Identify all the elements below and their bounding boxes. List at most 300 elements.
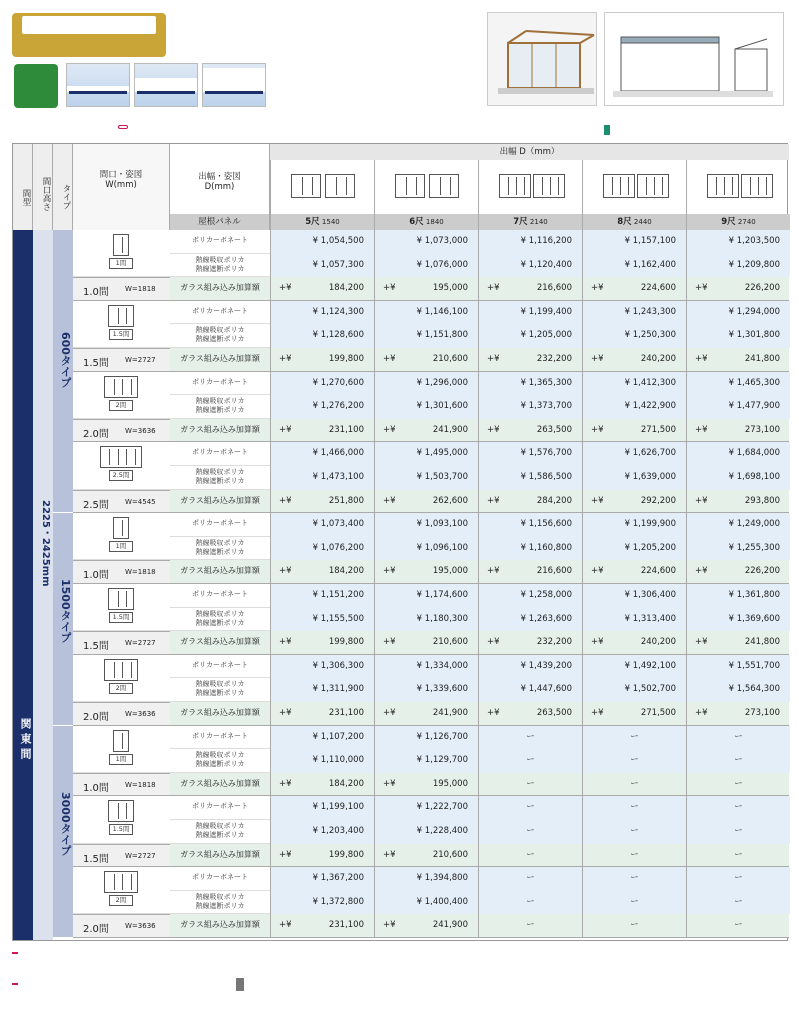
price-cell: 262,600 +¥	[374, 490, 478, 514]
sketch-size-label: 1間	[109, 541, 133, 552]
facade-sketch-icon	[113, 730, 129, 752]
price-cell: ¥ 1,054,500	[270, 230, 374, 254]
facade-sketch-icon	[100, 446, 142, 468]
price-cell: ー	[686, 914, 790, 938]
price-cell: 184,200 +¥	[270, 277, 374, 301]
frame-line	[542, 177, 543, 195]
row-label-glass: ガラス組み込み加算額	[180, 424, 260, 434]
depth-shaku: 9尺	[721, 217, 736, 227]
title-badge	[12, 13, 166, 57]
elevation-diagram-icon	[605, 13, 785, 107]
price-cell: ¥ 1,126,700	[374, 726, 478, 750]
height-label: 2225・2425mm	[33, 230, 53, 940]
price-cell: ¥ 1,096,100	[374, 537, 478, 561]
price-cell: ¥ 1,203,500	[686, 230, 790, 254]
price-cell: ¥ 1,276,200	[270, 395, 374, 419]
glass-prefix: +¥	[383, 637, 396, 648]
price-cell: ¥ 1,334,000	[374, 655, 478, 679]
price-cell: 216,600 +¥	[478, 277, 582, 301]
price-cell: 199,800 +¥	[270, 348, 374, 372]
depth-col-header	[686, 214, 790, 230]
size-label: 1.5間	[83, 358, 109, 369]
frame-line	[550, 177, 551, 195]
price-cell: ¥ 1,255,300	[686, 537, 790, 561]
facade-sketch-icon	[108, 588, 134, 610]
depth-mm: 2440	[631, 218, 652, 226]
price-cell: ¥ 1,129,700	[374, 749, 478, 773]
glass-prefix: +¥	[591, 566, 604, 577]
glass-prefix: +¥	[695, 637, 708, 648]
price-cell: ¥ 1,151,800	[374, 324, 478, 348]
row-label-poly: ポリカーボネート	[192, 590, 248, 598]
frame-line	[122, 520, 123, 536]
price-cell: 216,600 +¥	[478, 560, 582, 584]
row-label-glass: ガラス組み込み加算額	[180, 283, 260, 293]
price-cell: ¥ 1,466,000	[270, 442, 374, 466]
frame-line	[336, 177, 337, 195]
row-label-heat: 熱線吸収ポリカ 熱線遮断ポリカ	[195, 255, 245, 273]
price-cell: ¥ 1,146,100	[374, 301, 478, 325]
width-mm-label: W=2727	[125, 639, 156, 648]
frame-line	[118, 803, 119, 819]
depth-sketch	[686, 160, 790, 214]
price-cell: ¥ 1,301,600	[374, 395, 478, 419]
price-cell: 240,200 +¥	[582, 348, 686, 372]
price-cell: ¥ 1,684,000	[686, 442, 790, 466]
row-label-heat: 熱線吸収ポリカ 熱線遮断ポリカ	[195, 609, 245, 627]
glass-prefix: +¥	[591, 424, 604, 435]
price-cell: ¥ 1,180,300	[374, 608, 478, 632]
depth-mm: 2140	[527, 218, 548, 226]
price-cell: ¥ 1,258,000	[478, 584, 582, 608]
depth-col-header	[374, 214, 478, 230]
frame-line	[126, 803, 127, 819]
depth-mm: 2740	[735, 218, 756, 226]
price-cell: ー	[582, 749, 686, 773]
header-panel: 屋根パネル	[170, 214, 270, 230]
price-cell: ¥ 1,174,600	[374, 584, 478, 608]
depth-shaku: 8尺	[617, 217, 632, 227]
type-label: 3000タイプ	[53, 726, 73, 938]
depth-shaku: 5尺	[305, 217, 320, 227]
size-label: 1.5間	[83, 853, 109, 865]
price-cell: 273,100 +¥	[686, 702, 790, 726]
frame-line	[612, 177, 613, 195]
price-cell: ー	[478, 844, 582, 868]
row-label-glass: ガラス組み込み加算額	[180, 920, 260, 930]
facade-sketch-icon	[113, 234, 129, 256]
glass-prefix: +¥	[279, 637, 292, 648]
frame-line	[416, 177, 417, 195]
frame-line	[118, 308, 119, 324]
window-sketch-icon	[533, 174, 565, 198]
frame-line	[450, 177, 451, 195]
glass-prefix: +¥	[487, 354, 500, 364]
size-label: 2.0間	[83, 924, 109, 936]
frame-line	[114, 379, 115, 395]
price-cell: ¥ 1,151,200	[270, 584, 374, 608]
note-tag	[12, 952, 18, 954]
price-cell: ー	[582, 891, 686, 915]
glass-prefix: +¥	[383, 778, 396, 789]
price-cell: ¥ 1,107,200	[270, 726, 374, 750]
price-cell: 199,800 +¥	[270, 844, 374, 868]
dimension-diagram	[604, 12, 784, 106]
sketch-size-label: 1間	[109, 258, 133, 269]
size-label: 1.0間	[83, 782, 109, 794]
sketch-size-label: 1.5間	[109, 612, 133, 623]
sketch-size-label: 2間	[109, 400, 133, 411]
type-label: 1500タイプ	[53, 513, 73, 725]
depth-mm: 1540	[319, 218, 340, 226]
price-cell: 184,200 +¥	[270, 560, 374, 584]
price-cell: ー	[582, 820, 686, 844]
frame-line	[716, 177, 717, 195]
price-cell: ¥ 1,199,400	[478, 301, 582, 325]
glass-prefix: +¥	[279, 424, 292, 435]
depth-mm: 1840	[423, 218, 444, 226]
glass-prefix: +¥	[695, 424, 708, 435]
frame-line	[662, 177, 663, 195]
price-cell: 263,500 +¥	[478, 419, 582, 443]
facade-sketch-icon	[108, 800, 134, 822]
price-cell: 195,000 +¥	[374, 277, 478, 301]
price-cell: ¥ 1,057,300	[270, 254, 374, 278]
price-cell: ¥ 1,339,600	[374, 678, 478, 702]
price-cell: ¥ 1,492,100	[582, 655, 686, 679]
glass-prefix: +¥	[383, 354, 396, 364]
footer-note-1	[12, 946, 22, 957]
type-label: 600タイプ	[53, 230, 73, 513]
price-cell: ー	[478, 914, 582, 938]
frame-line	[750, 177, 751, 195]
sketch-size-label: 2.5間	[109, 470, 133, 481]
glass-prefix: +¥	[695, 566, 708, 577]
glass-prefix: +¥	[487, 283, 500, 294]
price-cell: ¥ 1,073,400	[270, 513, 374, 537]
row-label-glass: ガラス組み込み加算額	[180, 495, 260, 505]
price-cell: ¥ 1,306,400	[582, 584, 686, 608]
price-cell: ¥ 1,502,700	[582, 678, 686, 702]
price-cell: ー	[582, 844, 686, 868]
price-cell: ¥ 1,205,200	[582, 537, 686, 561]
width-mm-label: W=3636	[125, 922, 156, 931]
note-tag	[12, 983, 18, 985]
frame-line	[114, 662, 115, 678]
glass-prefix: +¥	[487, 566, 500, 577]
price-cell: 292,200 +¥	[582, 490, 686, 514]
price-cell: ¥ 1,199,100	[270, 796, 374, 820]
usage-target	[236, 979, 248, 990]
row-label-glass: ガラス組み込み加算額	[180, 354, 260, 363]
price-cell: 232,200 +¥	[478, 348, 582, 372]
price-cell: ¥ 1,160,800	[478, 537, 582, 561]
price-cell: 271,500 +¥	[582, 419, 686, 443]
width-mm-label: W=1818	[125, 780, 156, 789]
footer-note-2	[12, 976, 36, 1004]
mitsumori-pro-badge	[14, 64, 58, 108]
price-cell: ー	[478, 773, 582, 797]
price-cell: 240,200 +¥	[582, 631, 686, 655]
width-mm-label: W=1818	[125, 285, 156, 294]
row-label-poly: ポリカーボネート	[192, 731, 248, 740]
frame-line	[766, 177, 767, 195]
row-label-poly: ポリカーボネート	[192, 873, 248, 882]
header-width: 間口・姿図 W(mm)	[73, 144, 170, 230]
frame-line	[122, 379, 123, 395]
price-cell: 231,100 +¥	[270, 702, 374, 726]
depth-col-header	[270, 214, 374, 230]
window-sketch-icon	[395, 174, 425, 198]
price-cell: ¥ 1,311,900	[270, 678, 374, 702]
price-cell: ¥ 1,120,400	[478, 254, 582, 278]
price-cell: ¥ 1,465,300	[686, 372, 790, 396]
snow-load-100	[202, 63, 266, 107]
price-cell: 251,800 +¥	[270, 490, 374, 514]
size-label: 1.0間	[83, 570, 109, 582]
row-label-poly: ポリカーボネート	[192, 377, 248, 386]
price-cell: 241,800 +¥	[686, 631, 790, 655]
price-cell: ー	[582, 914, 686, 938]
price-cell: ¥ 1,422,900	[582, 395, 686, 419]
glass-prefix: +¥	[383, 849, 396, 860]
price-cell: ¥ 1,412,300	[582, 372, 686, 396]
row-label-heat: 熱線吸収ポリカ 熱線遮断ポリカ	[195, 680, 245, 698]
price-cell: ¥ 1,263,600	[478, 608, 582, 632]
glass-prefix: +¥	[279, 849, 292, 860]
snow-load-20	[66, 63, 130, 107]
price-cell: ¥ 1,155,500	[270, 608, 374, 632]
price-cell: ¥ 1,564,300	[686, 678, 790, 702]
row-label-heat: 熱線吸収ポリカ 熱線遮断ポリカ	[195, 892, 245, 910]
row-label-poly: ポリカーボネート	[192, 236, 248, 244]
frame-line	[126, 308, 127, 324]
price-cell: ー	[478, 867, 582, 891]
width-mm-label: W=3636	[125, 710, 156, 718]
price-cell: ¥ 1,495,000	[374, 442, 478, 466]
price-cell: ¥ 1,250,300	[582, 324, 686, 348]
price-cell: ー	[686, 796, 790, 820]
frame-line	[122, 662, 123, 678]
made-to-order-tag	[604, 125, 610, 135]
depth-sketch	[270, 160, 374, 214]
price-cell: ¥ 1,551,700	[686, 655, 790, 679]
price-cell: ー	[478, 726, 582, 750]
header-type: タイプ	[53, 144, 73, 230]
price-cell: ¥ 1,372,800	[270, 891, 374, 915]
price-cell: ¥ 1,294,000	[686, 301, 790, 325]
price-cell: 263,500 +¥	[478, 702, 582, 726]
frame-line	[516, 177, 517, 195]
price-cell: ¥ 1,203,400	[270, 820, 374, 844]
depth-col-header	[478, 214, 582, 230]
price-cell: 231,100 +¥	[270, 419, 374, 443]
depth-col-header	[582, 214, 686, 230]
facade-sketch-icon	[113, 517, 129, 539]
row-label-poly: ポリカーボネート	[192, 306, 248, 315]
window-sketch-icon	[637, 174, 669, 198]
size-label: 2.0間	[83, 712, 109, 723]
glass-prefix: +¥	[695, 283, 708, 294]
window-sketch-icon	[603, 174, 635, 198]
frame-line	[620, 177, 621, 195]
size-label: 1.5間	[83, 641, 109, 653]
price-cell: ー	[686, 749, 790, 773]
price-cell: 195,000 +¥	[374, 773, 478, 797]
price-cell: 224,600 +¥	[582, 560, 686, 584]
sketch-size-label: 2間	[109, 895, 133, 906]
price-cell: ー	[582, 867, 686, 891]
row-label-heat: 熱線吸収ポリカ 熱線遮断ポリカ	[195, 538, 245, 556]
price-cell: ¥ 1,116,200	[478, 230, 582, 254]
price-cell: ¥ 1,439,200	[478, 655, 582, 679]
price-cell: ー	[478, 820, 582, 844]
price-cell: ¥ 1,639,000	[582, 466, 686, 490]
price-cell: 210,600 +¥	[374, 348, 478, 372]
glass-prefix: +¥	[279, 566, 292, 577]
row-label-glass: ガラス組み込み加算額	[180, 566, 260, 576]
row-label-heat: 熱線吸収ポリカ 熱線遮断ポリカ	[195, 468, 245, 485]
price-cell: ¥ 1,301,800	[686, 324, 790, 348]
glass-prefix: +¥	[279, 283, 292, 294]
glass-prefix: +¥	[487, 637, 500, 648]
price-cell: ¥ 1,243,300	[582, 301, 686, 325]
glass-prefix: +¥	[487, 708, 500, 718]
row-label-poly: ポリカーボネート	[192, 448, 248, 457]
price-cell: ¥ 1,586,500	[478, 466, 582, 490]
frame-line	[122, 874, 123, 890]
header-depth: 出幅・姿図 D(mm)	[170, 144, 270, 214]
price-cell: ¥ 1,076,000	[374, 254, 478, 278]
price-cell: 284,200 +¥	[478, 490, 582, 514]
frame-line	[114, 874, 115, 890]
row-label-glass: ガラス組み込み加算額	[180, 637, 260, 647]
section-note	[118, 125, 128, 129]
row-label-glass: ガラス組み込み加算額	[180, 778, 260, 788]
glass-prefix: +¥	[591, 283, 604, 294]
frame-line	[122, 237, 123, 253]
facade-sketch-icon	[104, 376, 138, 398]
glass-prefix: +¥	[279, 354, 292, 364]
glass-prefix: +¥	[591, 354, 604, 364]
depth-sketch	[374, 160, 478, 214]
width-mm-label: W=3636	[125, 426, 156, 435]
delivery-note	[604, 125, 610, 135]
price-cell: 184,200 +¥	[270, 773, 374, 797]
price-cell: ¥ 1,270,600	[270, 372, 374, 396]
price-cell: 226,200 +¥	[686, 560, 790, 584]
facade-sketch-icon	[104, 659, 138, 681]
frame-line	[126, 591, 127, 607]
glass-prefix: +¥	[383, 920, 396, 931]
price-cell: ¥ 1,313,400	[582, 608, 686, 632]
price-cell: ー	[582, 796, 686, 820]
product-image	[487, 12, 597, 106]
window-sketch-icon	[707, 174, 739, 198]
glass-prefix: +¥	[487, 495, 500, 506]
price-cell: ¥ 1,477,900	[686, 395, 790, 419]
frame-line	[406, 177, 407, 195]
row-label-poly: ポリカーボネート	[192, 519, 248, 528]
frame-line	[126, 449, 127, 465]
price-cell: ¥ 1,369,600	[686, 608, 790, 632]
price-cell: ¥ 1,503,700	[374, 466, 478, 490]
window-sketch-icon	[429, 174, 459, 198]
header-depth-group: 出幅 D（mm）	[270, 144, 789, 160]
page-title	[22, 16, 156, 34]
frame-line	[732, 177, 733, 195]
sketch-size-label: 1.5間	[109, 824, 133, 835]
price-cell: ¥ 1,156,600	[478, 513, 582, 537]
sketch-size-label: 1間	[109, 754, 133, 765]
size-label: 2.0間	[83, 428, 109, 440]
price-cell: ¥ 1,157,100	[582, 230, 686, 254]
price-cell: ¥ 1,473,100	[270, 466, 374, 490]
price-cell: ー	[686, 726, 790, 750]
price-cell: 210,600 +¥	[374, 631, 478, 655]
glass-prefix: +¥	[383, 283, 396, 294]
price-cell: 232,200 +¥	[478, 631, 582, 655]
row-label-poly: ポリカーボネート	[192, 802, 248, 811]
price-cell: ¥ 1,222,700	[374, 796, 478, 820]
region-label: 関東間	[13, 230, 33, 940]
footer-note-2b-text	[12, 991, 36, 1002]
row-label-heat: 熱線吸収ポリカ 熱線遮断ポリカ	[195, 326, 245, 344]
frame-line	[131, 874, 132, 890]
price-cell: ¥ 1,228,400	[374, 820, 478, 844]
price-cell: ¥ 1,698,100	[686, 466, 790, 490]
frame-line	[508, 177, 509, 195]
sketch-size-label: 1.5間	[109, 329, 133, 340]
usage-tag	[236, 978, 244, 991]
price-cell: 241,900 +¥	[374, 914, 478, 938]
price-cell: 195,000 +¥	[374, 560, 478, 584]
price-cell: 241,800 +¥	[686, 348, 790, 372]
glass-prefix: +¥	[279, 495, 292, 506]
width-mm-label: W=1818	[125, 568, 156, 577]
frame-line	[302, 177, 303, 195]
glass-prefix: +¥	[695, 495, 708, 506]
frame-line	[131, 379, 132, 395]
price-cell: ¥ 1,128,600	[270, 324, 374, 348]
price-cell: ¥ 1,296,000	[374, 372, 478, 396]
facade-sketch-icon	[108, 305, 134, 327]
price-cell: ー	[582, 726, 686, 750]
width-mm-label: W=2727	[125, 851, 156, 860]
price-cell: ¥ 1,447,600	[478, 678, 582, 702]
price-cell: ¥ 1,367,200	[270, 867, 374, 891]
window-sketch-icon	[741, 174, 773, 198]
price-cell: ¥ 1,162,400	[582, 254, 686, 278]
glass-prefix: +¥	[591, 495, 604, 506]
price-cell: ¥ 1,199,900	[582, 513, 686, 537]
glass-prefix: +¥	[695, 708, 708, 718]
depth-sketch	[478, 160, 582, 214]
price-cell: ¥ 1,306,300	[270, 655, 374, 679]
glass-prefix: +¥	[279, 920, 292, 931]
price-cell: ¥ 1,361,800	[686, 584, 790, 608]
frame-line	[131, 662, 132, 678]
price-cell: ー	[686, 773, 790, 797]
price-cell: ー	[686, 820, 790, 844]
depth-shaku: 6尺	[409, 217, 424, 227]
price-cell: ¥ 1,093,100	[374, 513, 478, 537]
row-label-heat: 熱線吸収ポリカ 熱線遮断ポリカ	[195, 397, 245, 415]
price-cell: ¥ 1,110,000	[270, 749, 374, 773]
price-cell: ¥ 1,076,200	[270, 537, 374, 561]
snow-load-50	[134, 63, 198, 107]
price-cell: ー	[686, 891, 790, 915]
